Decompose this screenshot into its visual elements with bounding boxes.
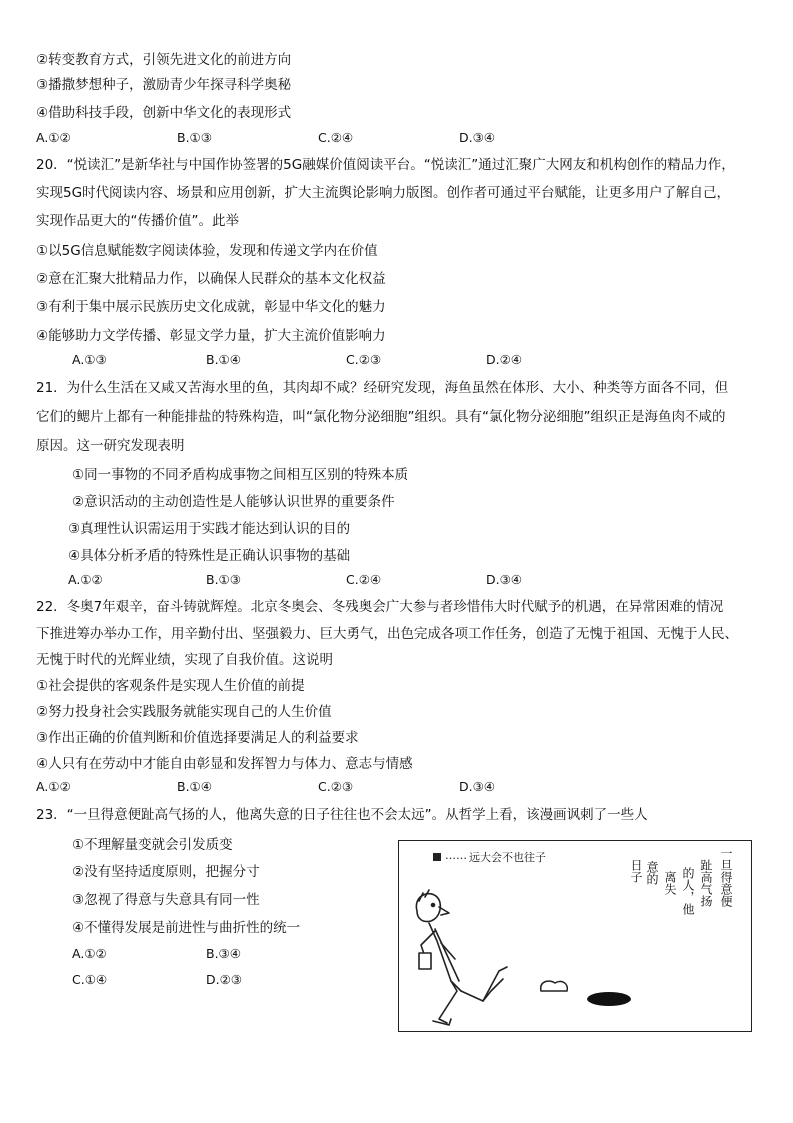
q21-stem-line-3: 原因。这一研究发现表明	[36, 438, 185, 454]
cartoon-marker-icon	[433, 853, 441, 861]
q23-option-d: D.②③	[206, 972, 243, 987]
top-item-4: ④借助科技手段，创新中华文化的表现形式	[36, 105, 292, 121]
q20-stem-line-1: 20．“悦读汇”是新华社与中国作协签署的5G融媒价值阅读平台。“悦读汇”通过汇聚广大网友和机构创作的精品力作，	[36, 157, 735, 173]
cartoon-caption-col-1: 一旦得意便	[719, 847, 733, 907]
q22-option-b: B.①④	[177, 779, 212, 794]
q23-option-c: C.①④	[72, 972, 108, 987]
q23-option-b: B.③④	[206, 946, 241, 961]
top-option-c: C.②④	[318, 130, 354, 145]
q20-stem-line-3: 实现作品更大的“传播价值”。此举	[36, 213, 239, 229]
stone-icon	[541, 981, 568, 991]
q21-option-a: A.①②	[68, 572, 103, 587]
top-option-d: D.③④	[459, 130, 496, 145]
q20-option-a: A.①③	[72, 352, 107, 367]
q20-option-b: B.①④	[206, 352, 241, 367]
cartoon-caption-col-4: 离失	[663, 871, 677, 895]
q22-option-a: A.①②	[36, 779, 71, 794]
q21-option-b: B.①③	[206, 572, 241, 587]
top-item-2: ②转变教育方式，引领先进文化的前进方向	[36, 52, 292, 68]
q22-option-c: C.②③	[318, 779, 354, 794]
q20-option-c: C.②③	[346, 352, 382, 367]
q21-option-d: D.③④	[486, 572, 523, 587]
cartoon-caption-ellipsis: ……	[445, 849, 467, 862]
q20-item-1: ①以5G信息赋能数字阅读体验，发现和传递文学内在价值	[36, 243, 378, 259]
top-option-a: A.①②	[36, 130, 71, 145]
q22-item-4: ④人只有在劳动中才能自由彰显和发挥智力与体力、意志与情感	[36, 756, 413, 772]
q21-item-2: ②意识活动的主动创造性是人能够认识世界的重要条件	[72, 494, 395, 510]
q20-item-4: ④能够助力文学传播、彰显文学力量，扩大主流价值影响力	[36, 328, 386, 344]
q21-stem-line-1: 21．为什么生活在又咸又苦海水里的鱼，其肉却不咸？经研究发现，海鱼虽然在体形、大小、种类等方面各不同，但	[36, 380, 729, 396]
q22-option-d: D.③④	[459, 779, 496, 794]
cartoon-caption-col-5: 意的	[645, 861, 659, 885]
cartoon-figure	[398, 840, 752, 1032]
q21-item-4: ④具体分析矛盾的特殊性是正确认识事物的基础	[68, 548, 351, 564]
q22-item-3: ③作出正确的价值判断和价值选择要满足人的利益要求	[36, 730, 359, 746]
q20-item-2: ②意在汇聚大批精品力作，以确保人民群众的基本文化权益	[36, 271, 386, 287]
top-option-b: B.①③	[177, 130, 212, 145]
q23-option-a: A.①②	[72, 946, 107, 961]
q22-item-1: ①社会提供的客观条件是实现人生价值的前提	[36, 678, 305, 694]
hole-icon	[587, 992, 631, 1006]
q21-item-3: ③真理性认识需运用于实践才能达到认识的目的	[68, 521, 351, 537]
cartoon-caption-line: 远大会不也往子	[469, 851, 546, 864]
q23-item-3: ③忽视了得意与失意具有同一性	[72, 892, 260, 908]
q22-item-2: ②努力投身社会实践服务就能实现自己的人生价值	[36, 704, 332, 720]
q23-item-4: ④不懂得发展是前进性与曲折性的统一	[72, 920, 301, 936]
q22-stem-line-3: 无愧于时代的光辉业绩，实现了自我价值。这说明	[36, 652, 333, 668]
q22-stem-line-1: 22．冬奥7年艰辛，奋斗铸就辉煌。北京冬奥会、冬残奥会广大参与者珍惜伟大时代赋予的机遇，在异常困难的情况	[36, 599, 724, 615]
walking-man-icon	[416, 890, 507, 1025]
cartoon-caption-col-6: 日子	[629, 859, 643, 883]
q20-stem-line-2: 实现5G时代阅读内容、场景和应用创新，扩大主流舆论影响力版图。创作者可通过平台赋能，让更多用户了解自己，	[36, 185, 731, 201]
top-item-3: ③播撒梦想种子，激励青少年探寻科学奥秘	[36, 77, 292, 93]
cartoon-caption-col-3: 的人，他	[681, 867, 695, 915]
q21-stem-line-2: 它们的鳃片上都有一种能排盐的特殊构造，叫“氯化物分泌细胞”组织。具有“氯化物分泌细胞”组织正是海鱼肉不咸的	[36, 409, 726, 425]
q20-option-d: D.②④	[486, 352, 523, 367]
q23-stem: 23．“一旦得意便趾高气扬的人，他离失意的日子往往也不会太远”。从哲学上看，该漫画讽刺了一些人	[36, 807, 648, 823]
q23-item-2: ②没有坚持适度原则，把握分寸	[72, 864, 260, 880]
q23-item-1: ①不理解量变就会引发质变	[72, 837, 233, 853]
q20-item-3: ③有利于集中展示民族历史文化成就，彰显中华文化的魅力	[36, 299, 386, 315]
q21-item-1: ①同一事物的不同矛盾构成事物之间相互区别的特殊本质	[72, 467, 409, 483]
cartoon-caption-col-2: 趾高气扬	[699, 859, 713, 907]
q22-stem-line-2: 下推进筹办举办工作，用辛勤付出、坚强毅力、巨大勇气，出色完成各项工作任务，创造了无愧于祖国、无愧于人民、	[36, 626, 738, 642]
q21-option-c: C.②④	[346, 572, 382, 587]
